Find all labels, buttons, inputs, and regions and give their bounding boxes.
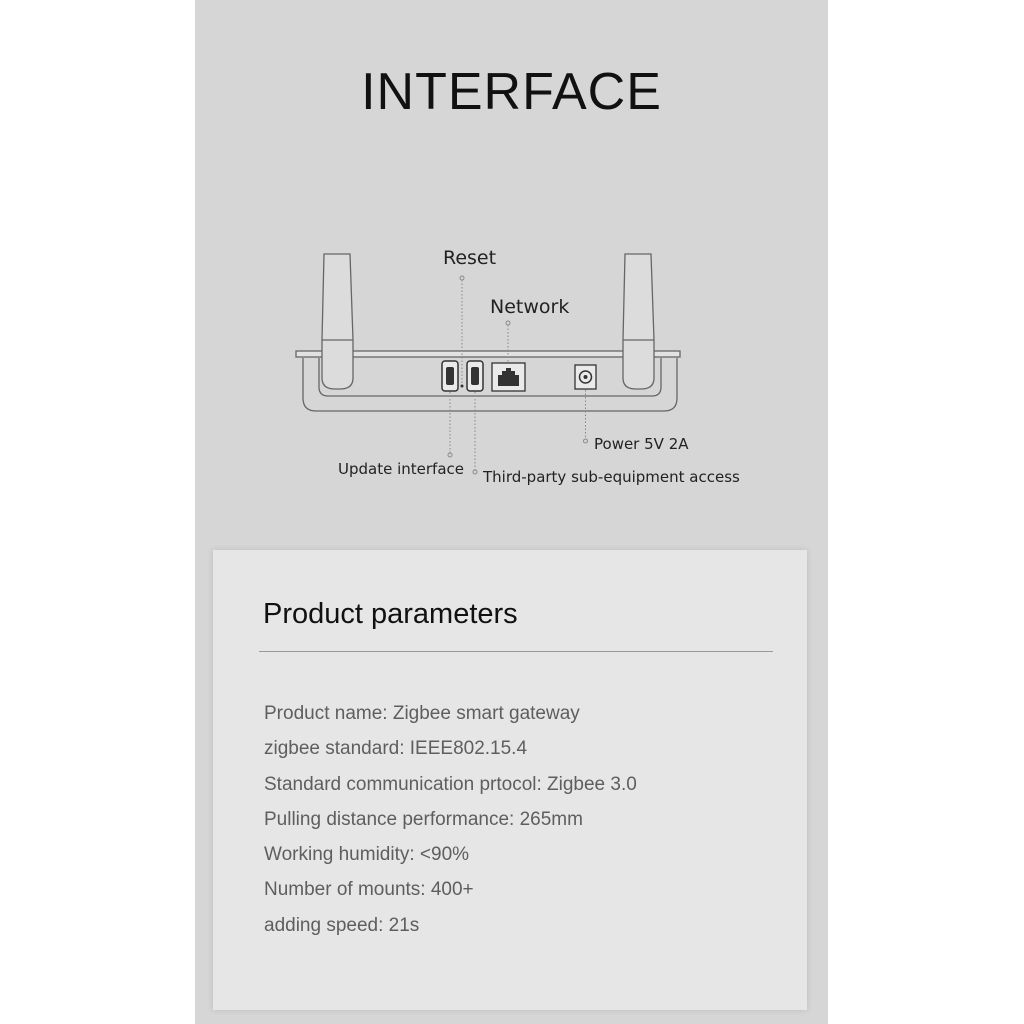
param-product-name: Product name: Zigbee smart gateway: [264, 703, 580, 724]
param-protocol: Standard communication prtocol: Zigbee 3.0: [264, 773, 637, 795]
parameters-list: [264, 696, 637, 943]
param-mounts: Number of mounts: 400+: [264, 879, 474, 901]
network-port-icon: [492, 363, 525, 391]
parameters-divider: [259, 651, 773, 652]
param-humidity: Working humidity: <90%: [264, 844, 470, 866]
reset-label: Reset: [443, 247, 497, 269]
product-parameters-card: [213, 550, 807, 1010]
param-zigbee-standard: zigbee standard: IEEE802.15.4: [264, 738, 528, 760]
power-jack-icon: [575, 365, 596, 389]
power-label: Power 5V 2A: [594, 435, 689, 453]
third-party-label: Third-party sub-equipment access: [483, 468, 740, 486]
gateway-body-outline: [303, 358, 677, 411]
parameters-title: Product parameters: [263, 598, 518, 630]
gateway-body-inner: [319, 358, 661, 396]
update-port-icon: [442, 361, 458, 391]
third-party-port-icon: [467, 361, 483, 391]
param-adding-speed: adding speed: 21s: [264, 914, 420, 936]
update-interface-label: Update interface: [338, 460, 464, 478]
param-pulling-distance: Pulling distance performance: 265mm: [264, 808, 583, 830]
interface-title: INTERFACE: [361, 63, 662, 121]
network-label: Network: [490, 296, 570, 318]
left-antenna: [322, 254, 353, 389]
reset-pinhole-icon: [461, 385, 464, 388]
gateway-diagram: [195, 0, 828, 530]
right-antenna: [623, 254, 654, 389]
